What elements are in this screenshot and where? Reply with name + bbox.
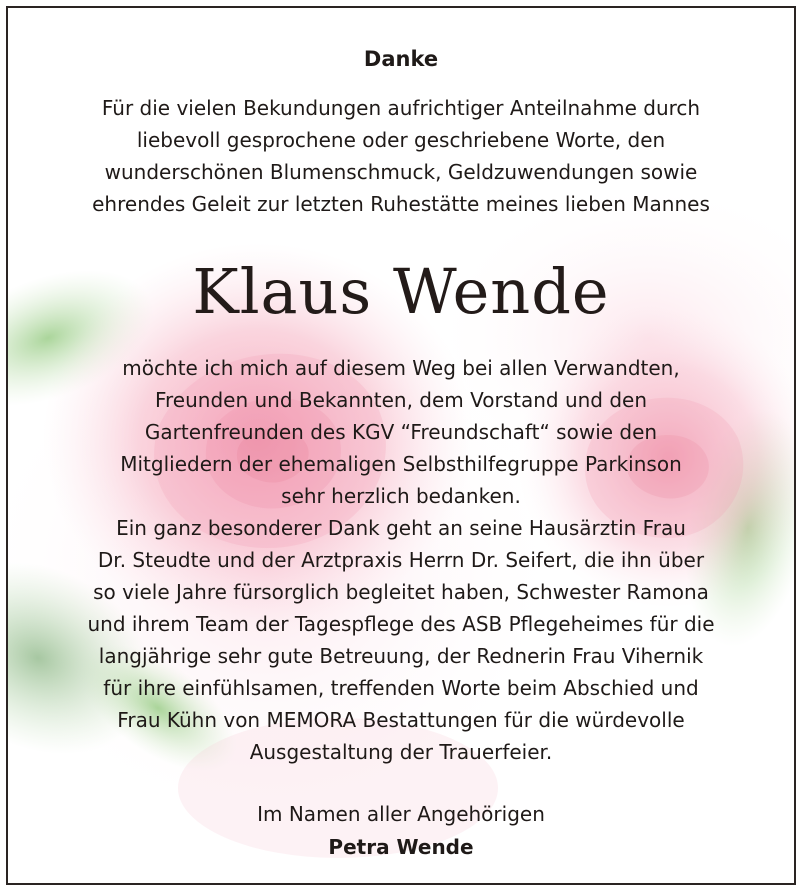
body-line: sehr herzlich bedanken.: [281, 484, 521, 508]
body-line: Freunden und Bekannten, dem Vorstand und den: [154, 388, 648, 412]
signature-prefix: Im Namen aller Angehörigen: [257, 802, 545, 826]
body-line: möchte ich mich auf diesem Weg bei allen Verwandten,: [122, 356, 680, 380]
deceased-name: Klaus Wende: [192, 255, 610, 328]
body-line: Frau Kühn von MEMORA Bestattungen für die würdevolle: [117, 708, 685, 732]
intro-line: wunderschönen Blumenschmuck, Geldzuwendungen sowie: [104, 160, 698, 184]
obituary-card: [6, 6, 796, 885]
body-line: und ihrem Team der Tagespflege des ASB Pflegeheimes für die: [87, 612, 715, 636]
body-line: Mitgliedern der ehemaligen Selbsthilfegruppe Parkinson: [120, 452, 682, 476]
signature-name: Petra Wende: [328, 835, 474, 859]
heading-danke: Danke: [363, 47, 439, 71]
body-line: Gartenfreunden des KGV “Freundschaft“ sowie den: [144, 420, 658, 444]
thanks-paragraph: [8, 352, 794, 768]
intro-paragraph: [28, 92, 774, 220]
body-line: so viele Jahre fürsorglich begleitet haben, Schwester Ramona: [93, 580, 709, 604]
intro-line: ehrendes Geleit zur letzten Ruhestätte meines lieben Mannes: [92, 192, 710, 216]
intro-line: liebevoll gesprochene oder geschriebene Worte, den: [136, 128, 666, 152]
body-line: Ausgestaltung der Trauerfeier.: [249, 740, 553, 764]
card-content: [8, 8, 794, 883]
body-line: für ihre einfühlsamen, treffenden Worte beim Abschied und: [103, 676, 699, 700]
body-line: Ein ganz besonderer Dank geht an seine Hausärztin Frau: [116, 516, 686, 540]
body-line: Dr. Steudte und der Arztpraxis Herrn Dr. Seifert, die ihn über: [97, 548, 705, 572]
body-line: langjährige sehr gute Betreuung, der Rednerin Frau Vihernik: [98, 644, 704, 668]
intro-line: Für die vielen Bekundungen aufrichtiger Anteilnahme durch: [101, 96, 701, 120]
